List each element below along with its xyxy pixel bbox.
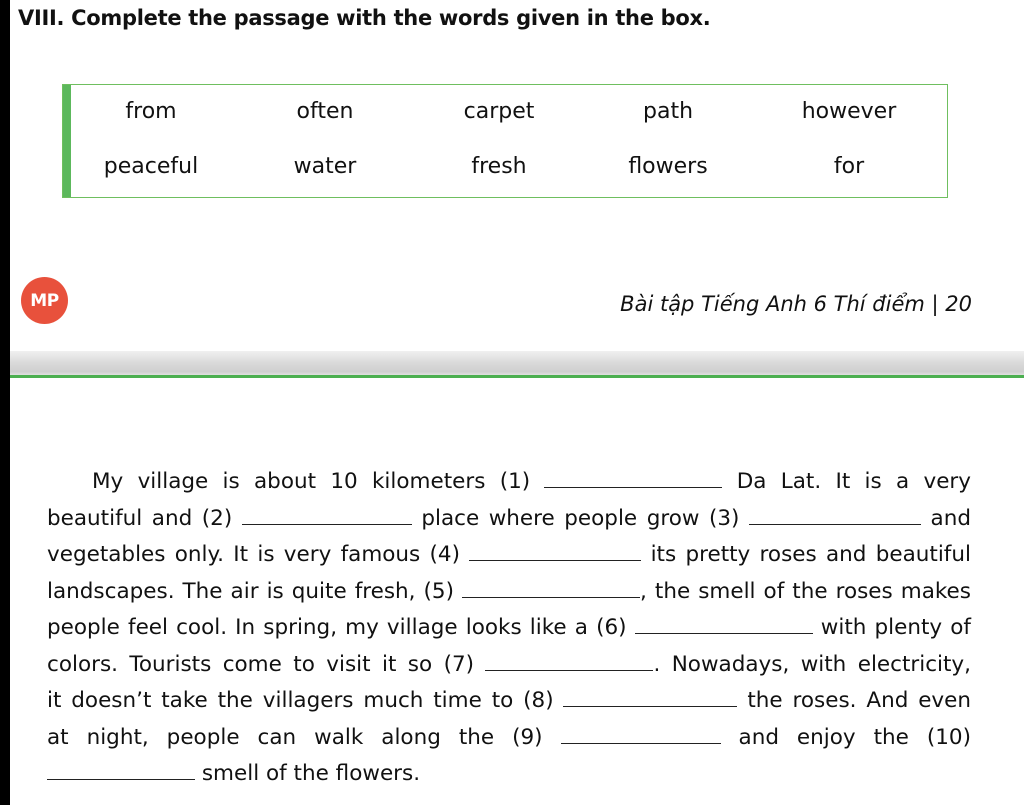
- word-flowers: flowers: [628, 154, 708, 179]
- passage-text: and enjoy the (10): [738, 724, 972, 750]
- word-fresh: fresh: [471, 154, 527, 179]
- word-water: water: [293, 154, 357, 179]
- passage-text: vegetables only. It is very famous (4): [47, 542, 460, 567]
- word-box-accent: [63, 85, 71, 197]
- word-from: from: [125, 99, 177, 124]
- blank-6: [635, 611, 813, 634]
- header-green-line: [10, 375, 1024, 378]
- passage-text: with plenty of: [820, 615, 971, 640]
- left-edge-bar: [0, 0, 10, 805]
- passage-line: [47, 610, 971, 647]
- word-carpet: carpet: [463, 99, 535, 124]
- passage-text: smell of the flowers.: [201, 761, 421, 786]
- logo-badge: MP: [21, 277, 68, 324]
- passage-text: the roses. And even: [747, 688, 972, 713]
- passage-text: its pretty roses and beautiful: [650, 542, 971, 567]
- passage-line: [47, 647, 971, 684]
- blank-7: [485, 648, 653, 671]
- blank-4: [469, 538, 641, 561]
- blank-1: [544, 465, 722, 488]
- page-separator-band: [10, 351, 1024, 377]
- word-path: path: [642, 99, 694, 124]
- word-peaceful: peaceful: [103, 154, 199, 179]
- passage-text: colors. Tourists come to visit it so (7): [47, 651, 475, 677]
- passage-line: [47, 756, 971, 793]
- passage-line: [47, 574, 971, 611]
- word-however: however: [801, 99, 897, 124]
- passage-text: at night, people can walk along the (9): [47, 724, 543, 750]
- passage-line: [47, 720, 971, 757]
- passage-line: [47, 683, 971, 720]
- passage-text: beautiful and (2): [47, 505, 233, 531]
- page-footer-title: Bài tập Tiếng Anh 6 Thí điểm | 20: [620, 292, 972, 316]
- exercise-heading: VIII. Complete the passage with the words given in the box.: [18, 6, 711, 30]
- word-box: [62, 84, 948, 198]
- passage-line: [47, 537, 971, 574]
- passage-line: [47, 501, 971, 538]
- passage-text: it doesn’t take the villagers much time to (8): [47, 688, 554, 713]
- word-for: for: [833, 154, 865, 179]
- passage-line: [47, 464, 971, 501]
- passage-text: people feel cool. In spring, my village looks like a (6): [47, 615, 627, 640]
- passage-text: place where people grow (3): [421, 505, 740, 531]
- passage-text: Da Lat. It is a very: [736, 469, 971, 494]
- blank-8: [563, 684, 737, 707]
- word-often: often: [296, 99, 354, 124]
- blank-3: [749, 502, 921, 525]
- passage-text: My village is about 10 kilometers (1): [92, 469, 531, 494]
- blank-5: [462, 575, 640, 598]
- blank-10: [47, 757, 195, 780]
- passage-text: landscapes. The air is quite fresh, (5): [47, 578, 454, 604]
- passage-text: , the smell of the roses makes: [640, 578, 971, 604]
- passage-text: and: [930, 505, 971, 531]
- passage: [47, 464, 971, 793]
- blank-9: [561, 721, 721, 744]
- blank-2: [242, 502, 412, 525]
- passage-text: . Nowadays, with electricity,: [653, 651, 971, 677]
